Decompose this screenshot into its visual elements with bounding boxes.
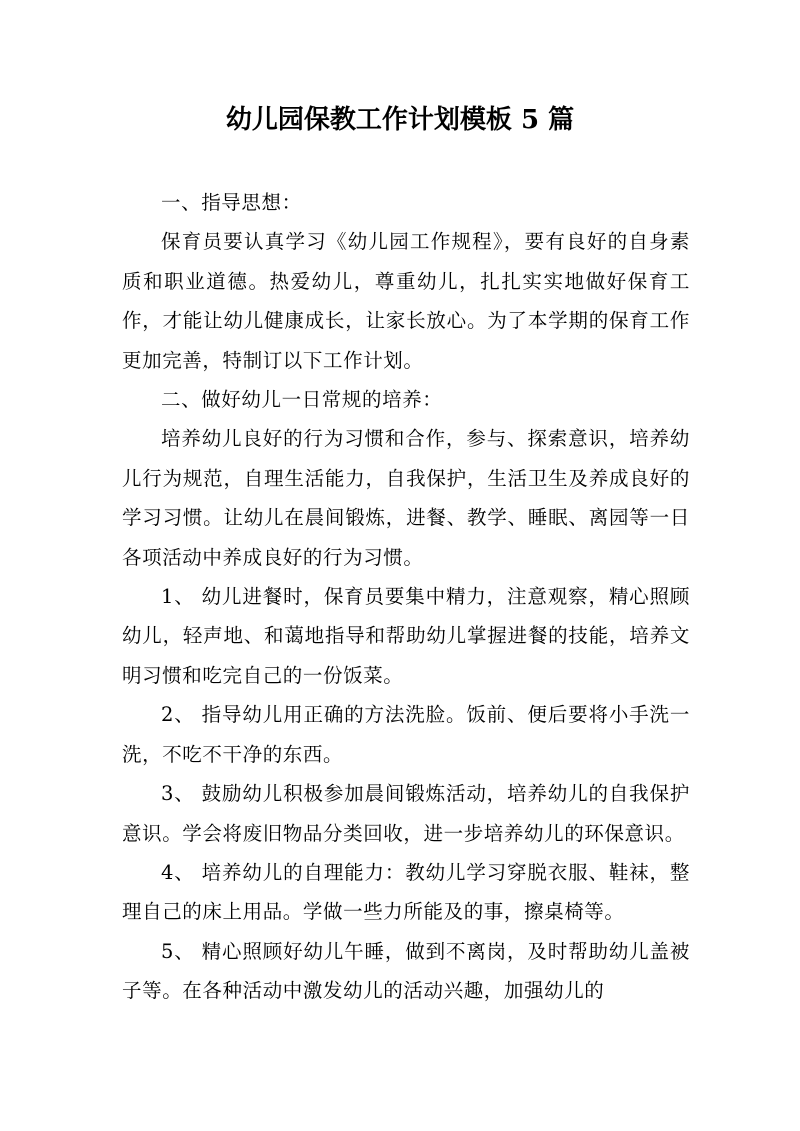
list-item: 4、 培养幼儿的自理能力：教幼儿学习穿脱衣服、鞋袜，整理自己的床上用品。学做一些力所能及的事，擦桌椅等。 — [122, 860, 690, 924]
list-item: 3、 鼓励幼儿积极参加晨间锻炼活动，培养幼儿的自我保护意识。学会将废旧物品分类回收，进一步培养幼儿的环保意识。 — [122, 782, 690, 845]
list-item: 1、 幼儿进餐时，保育员要集中精力，注意观察，精心照顾幼儿，轻声地、和蔼地指导和帮助幼儿掌握进餐的技能，培养文明习惯和吃完自己的一份饭菜。 — [122, 585, 690, 687]
body-paragraph: 培养幼儿良好的行为习惯和合作，参与、探索意识，培养幼儿行为规范，自理生活能力，自我保护，生活卫生及养成良好的学习习惯。让幼儿在晨间锻炼，进餐、教学、睡眠、离园等一日各项活动中养成良好的行为习惯。 — [122, 427, 690, 569]
body-paragraph: 保育员要认真学习《幼儿园工作规程》，要有良好的自身素质和职业道德。热爱幼儿，尊重幼儿，扎扎实实地做好保育工作，才能让幼儿健康成长，让家长放心。为了本学期的保育工作更加完善，特制订以下工作计划。 — [122, 230, 690, 372]
list-item: 5、 精心照顾好幼儿午睡，做到不离岗，及时帮助幼儿盖被子等。在各种活动中激发幼儿的活动兴趣，加强幼儿的 — [122, 939, 690, 1003]
document-body — [122, 183, 690, 1011]
section-heading: 二、做好幼儿一日常规的培养： — [161, 388, 443, 412]
document-title: 幼儿园保教工作计划模板 5 篇 — [225, 105, 575, 135]
section-heading: 一、指导思想： — [161, 191, 302, 214]
list-item: 2、 指导幼儿用正确的方法洗脸。饭前、便后要将小手洗一洗，不吃不干净的东西。 — [122, 703, 690, 766]
